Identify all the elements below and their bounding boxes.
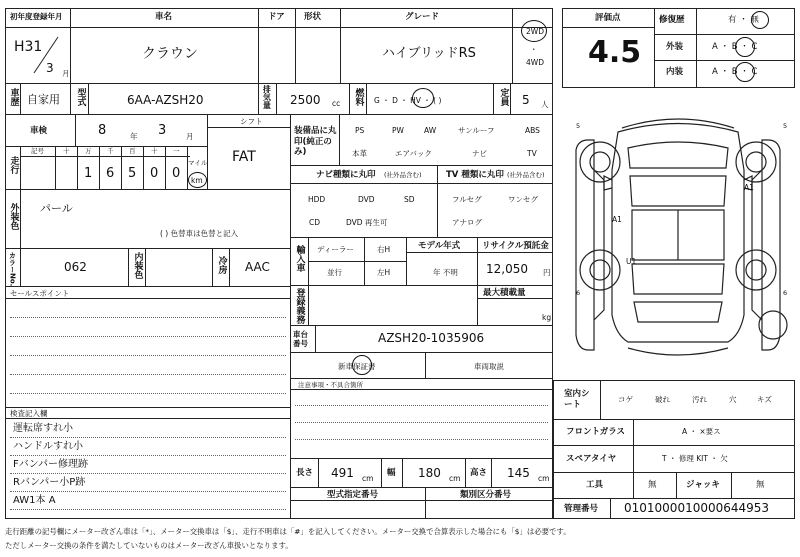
length-value: 491 xyxy=(331,466,354,480)
equip-navi: ナビ xyxy=(472,149,487,158)
capacity-unit: 人 xyxy=(541,100,549,109)
damage-label-3: U1 xyxy=(626,257,637,266)
jack-label: ジャッキ xyxy=(686,480,720,490)
width-value: 180 xyxy=(418,466,441,480)
mileage-h1: 万 xyxy=(85,147,92,155)
mileage-km-circle xyxy=(188,172,207,188)
seat-scratch: キズ xyxy=(757,395,772,404)
width-unit: cm xyxy=(449,474,461,483)
navi-sd: SD xyxy=(404,195,415,204)
rating-score: 4.5 xyxy=(588,35,642,70)
equip-pw: PW xyxy=(392,126,404,135)
use-label: 車歴 xyxy=(8,88,19,106)
mileage-label: 走行 xyxy=(8,156,19,174)
mileage-d5: 0 xyxy=(172,166,181,181)
recycle-label: リサイクル預託金 xyxy=(482,241,549,251)
mileage-symbol-label: 記号 xyxy=(31,147,44,155)
first-reg-month: 3 xyxy=(46,61,54,75)
seat-label: 室内シート xyxy=(564,389,590,411)
tv-oneseg: ワンセグ xyxy=(508,195,538,204)
seat-stain: 汚れ xyxy=(692,395,707,404)
equipment-label: 装備品に丸印(純正のみ) xyxy=(294,126,337,158)
displacement-value: 2500 xyxy=(290,93,321,107)
equip-leather: 本革 xyxy=(352,149,367,158)
manual-label: 車両取説 xyxy=(474,362,504,371)
date-slash xyxy=(30,35,60,75)
rating-label: 評価点 xyxy=(595,13,621,23)
tire-depth-rl: 6 xyxy=(576,289,581,297)
capacity-value: 5 xyxy=(522,93,530,107)
inspector-line-4: Rバンパー小P跡 xyxy=(13,477,86,488)
navi-dvd-play: DVD 再生可 xyxy=(346,218,388,227)
capacity-label: 定員 xyxy=(498,88,509,106)
spare-tire-value: T ・ 修理 KIT ・ 欠 xyxy=(662,454,728,463)
navi-type-label: ナビ種類に丸印 xyxy=(316,170,376,180)
import-dealer: ディーラー xyxy=(317,245,354,254)
displacement-label: 排気量 xyxy=(262,85,272,109)
interior-label: 内装 xyxy=(666,67,684,77)
use-value: 自家用 xyxy=(27,93,60,106)
equip-tv: TV xyxy=(527,149,537,158)
color-no-value: 062 xyxy=(64,260,87,274)
navi-dvd: DVD xyxy=(358,195,375,204)
vehicle-diagram xyxy=(558,110,798,376)
height-value: 145 xyxy=(507,466,530,480)
drive-dot: ・ xyxy=(530,45,538,54)
shift-label: シフト xyxy=(240,117,263,126)
tire-depth-fr: 5 xyxy=(783,122,788,130)
mileage-unit-mile: マイル xyxy=(188,159,208,167)
tools-value: 無 xyxy=(648,480,657,490)
exterior-color-label: 外装色 xyxy=(8,203,19,230)
inspection-month: 3 xyxy=(158,123,167,138)
length-label: 長さ xyxy=(296,468,314,478)
navi-cd: CD xyxy=(309,218,321,227)
equip-abs: ABS xyxy=(525,126,540,135)
first-reg-year: H31 xyxy=(14,39,43,55)
interior-b-circle xyxy=(735,62,755,82)
equip-aw: AW xyxy=(424,126,437,135)
first-reg-month-unit: 月 xyxy=(62,69,70,78)
ac-label: 冷房 xyxy=(216,256,227,274)
notes-label: 注意事項・不具合箇所 xyxy=(298,381,363,389)
management-number-label: 管理番号 xyxy=(564,504,599,514)
equip-airbag: エアバック xyxy=(395,149,432,158)
tools-label: 工具 xyxy=(586,480,604,490)
mileage-h4: 十 xyxy=(151,147,158,155)
repair-none-circle xyxy=(751,11,769,29)
exterior-b-circle xyxy=(735,37,755,57)
repair-history-label: 修復歴 xyxy=(659,15,685,25)
tv-fullseg: フルセグ xyxy=(452,195,482,204)
seat-tear: 破れ xyxy=(655,395,670,404)
drive-4wd: 4WD xyxy=(526,58,544,67)
chassis-number: AZSH20-1035906 xyxy=(378,331,485,345)
mileage-h2: 千 xyxy=(107,147,114,155)
height-unit: cm xyxy=(538,474,550,483)
windshield-value: A ・ ×要ス xyxy=(682,427,721,436)
length-unit: cm xyxy=(362,474,374,483)
interior-color-label: 内装色 xyxy=(132,252,143,279)
import-left-h: 左H xyxy=(377,268,391,277)
inspector-line-5: AW1本 A xyxy=(13,495,56,506)
inspector-line-2: ハンドルすれ小 xyxy=(13,441,83,452)
inspection-label: 車検 xyxy=(30,126,48,136)
mileage-d2: 6 xyxy=(106,166,115,181)
mileage-h0: 十 xyxy=(63,147,70,155)
interior-scale: A ・ B ・ C xyxy=(712,67,758,77)
model-year-value: 年 不明 xyxy=(433,268,458,277)
width-label: 幅 xyxy=(387,468,396,478)
windshield-label: フロントガラス xyxy=(566,427,625,437)
import-label: 輸入車 xyxy=(294,245,305,272)
car-name: クラウン xyxy=(142,46,198,62)
grade-label: グレード xyxy=(405,12,440,22)
fuel-value: G ・ D ・ HV ・ ( ) xyxy=(374,96,442,105)
exterior-color-note: ( ) 色替車は色替と記入 xyxy=(160,229,239,238)
drive-2wd-circle xyxy=(521,20,547,42)
damage-label-1: A1 xyxy=(744,183,754,192)
registration-label: 登録義務 xyxy=(294,288,305,324)
spare-tire-label: スペアタイヤ xyxy=(566,454,617,464)
displacement-unit: cc xyxy=(332,99,341,108)
model-label: 型式 xyxy=(75,88,86,106)
inspection-year: 8 xyxy=(98,123,107,138)
tv-analog: アナログ xyxy=(452,218,482,227)
exterior-color-value: パール xyxy=(40,202,73,215)
first-reg-label: 初年度登録年月 xyxy=(10,12,63,21)
fuel-hv-circle xyxy=(412,88,434,108)
door-label: ドア xyxy=(268,12,285,22)
damage-label-2: A1 xyxy=(612,215,622,224)
drive-2wd: 2WD xyxy=(526,27,544,36)
max-load-unit: kg xyxy=(542,313,552,322)
tire-depth-rr: 6 xyxy=(783,289,788,297)
shape-label: 形状 xyxy=(304,12,322,22)
import-parallel: 並行 xyxy=(327,268,342,277)
tv-type-small: (社外品含む) xyxy=(507,171,545,179)
exterior-label: 外装 xyxy=(666,42,684,52)
equip-sunroof: サンルーフ xyxy=(458,126,495,135)
seat-burn: コゲ xyxy=(618,395,633,404)
ac-value: AAC xyxy=(245,260,270,274)
mileage-d4: 0 xyxy=(150,166,159,181)
type-designation-label: 型式指定番号 xyxy=(327,490,379,500)
inspection-year-unit: 年 xyxy=(130,132,138,141)
mileage-h5: 一 xyxy=(173,147,180,155)
grade-value: ハイブリッドRS xyxy=(382,46,476,61)
tire-depth-fl: 5 xyxy=(576,122,581,130)
recycle-unit: 円 xyxy=(543,268,551,277)
navi-type-small: (社外品含む) xyxy=(384,171,422,179)
mileage-d3: 5 xyxy=(128,166,137,181)
fuel-label: 燃料 xyxy=(353,88,364,106)
chassis-label: 車台番号 xyxy=(293,330,308,348)
inspector-line-3: Fバンパー修理跡 xyxy=(13,459,89,470)
recycle-value: 12,050 xyxy=(486,262,528,276)
inspection-month-unit: 月 xyxy=(186,132,194,141)
import-right-h: 右H xyxy=(377,245,391,254)
mileage-h3: 百 xyxy=(129,147,136,155)
max-load-label: 最大積載量 xyxy=(483,288,526,298)
jack-value: 無 xyxy=(756,480,765,490)
mileage-unit-km: km xyxy=(191,176,203,185)
inspector-line-1: 運転席すれ小 xyxy=(13,423,73,434)
model-year-label: モデル年式 xyxy=(418,241,461,251)
model-value: 6AA-AZSH20 xyxy=(127,93,204,107)
shift-value: FAT xyxy=(232,149,256,165)
footer-note-1: 走行距離の記号欄にメーター改ざん車は「*」、メーター交換車は「$」、走行不明車は「#」を記入してください。メーター交換で合算表示した場合にも「$」は必要です。 xyxy=(5,527,571,536)
color-no-label: カラーNo. xyxy=(8,252,17,287)
class-number-label: 類別区分番号 xyxy=(460,490,512,500)
footer-note-2: ただしメーター交換の条件を満たしていないものはメーター改ざん車扱いとなります。 xyxy=(5,541,293,550)
seat-hole: 穴 xyxy=(729,395,737,404)
warranty-label: 新車保証書 xyxy=(338,362,376,371)
management-number-value: 0101000010000644953 xyxy=(624,501,770,515)
sales-point-label: セールスポイント xyxy=(10,289,70,298)
tv-type-label: TV 種類に丸印 xyxy=(446,170,504,180)
warranty-circle xyxy=(352,355,372,375)
repair-history-value: 有 ・ 無 xyxy=(728,15,759,25)
navi-hdd: HDD xyxy=(308,195,326,204)
car-name-label: 車名 xyxy=(155,12,173,22)
inspector-label: 検査記入欄 xyxy=(10,409,48,418)
height-label: 高さ xyxy=(470,468,488,478)
mileage-d1: 1 xyxy=(84,166,93,181)
equip-ps: PS xyxy=(355,126,365,135)
exterior-scale: A ・ B ・ C xyxy=(712,42,758,52)
